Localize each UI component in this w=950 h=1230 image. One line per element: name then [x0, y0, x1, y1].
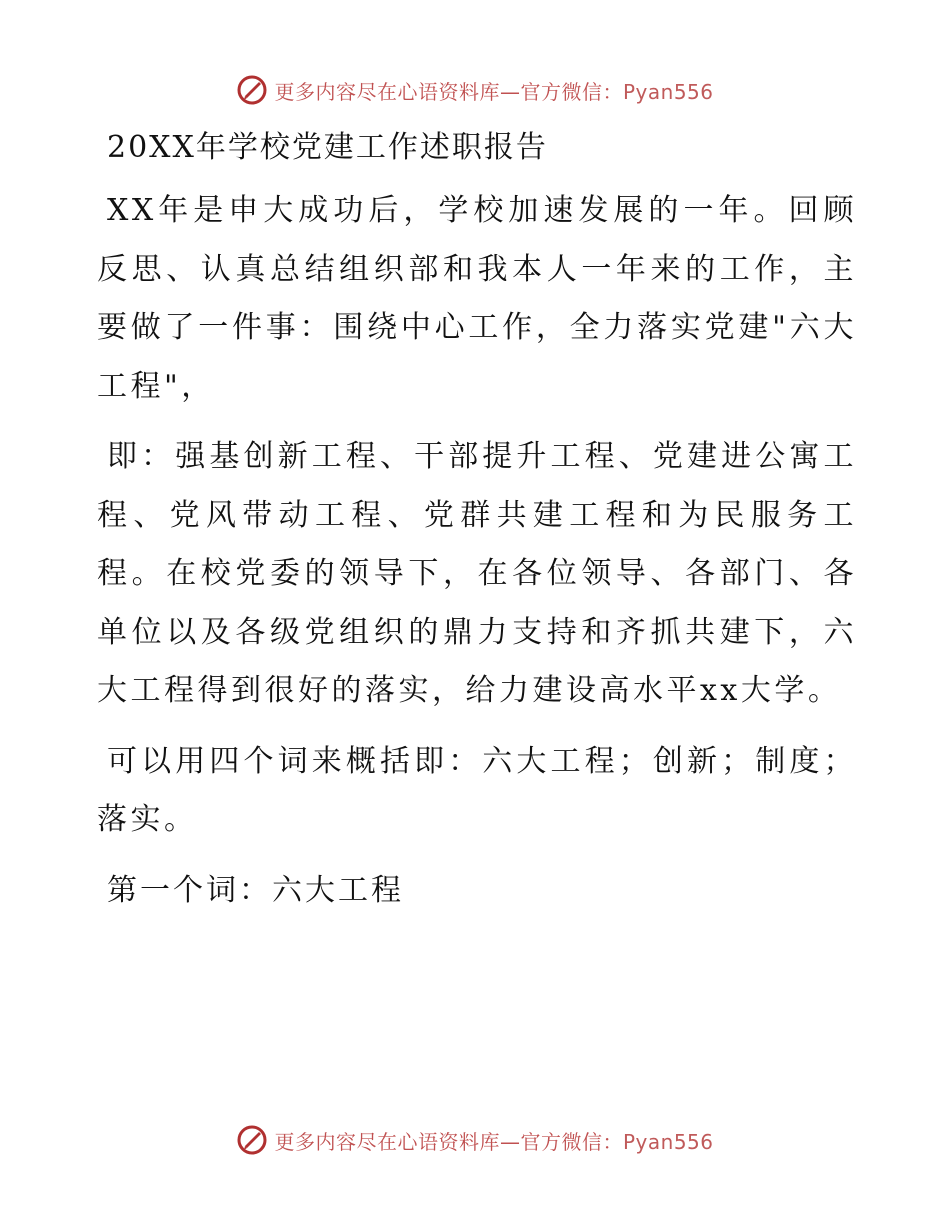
red-quill-circle-icon	[236, 74, 268, 106]
document-body	[97, 120, 857, 920]
document-title: 20XX年学校党建工作述职报告	[107, 130, 548, 165]
watermark-main-text: 更多内容尽在心语资料库—官方微信：	[274, 1129, 623, 1154]
watermark-text	[274, 1126, 713, 1155]
paragraph-3: 可以用四个词来概括即：六大工程；创新；制度；落实。	[97, 743, 857, 837]
section-subheading: 第一个词：六大工程	[107, 872, 404, 908]
paragraph-1: XX年是申大成功后，学校加速发展的一年。回顾反思、认真总结组织部和我本人一年来的工作，主要做了一件事：围绕中心工作，全力落实党建"六大工程"，	[97, 193, 857, 404]
watermark-wechat-id: Pyan556	[622, 79, 714, 104]
header-watermark	[0, 70, 950, 110]
red-quill-circle-icon	[236, 1124, 268, 1156]
footer-watermark	[0, 1120, 950, 1160]
watermark-text	[274, 76, 713, 105]
watermark-main-text: 更多内容尽在心语资料库—官方微信：	[274, 79, 623, 104]
watermark-wechat-id: Pyan556	[622, 1129, 714, 1154]
paragraph-2: 即：强基创新工程、干部提升工程、党建进公寓工程、党风带动工程、党群共建工程和为民服务工程。在校党委的领导下，在各位领导、各部门、各单位以及各级党组织的鼎力支持和齐抓共建下，六大工程得到很好的落实，给力建设高水平xx大学。	[97, 439, 857, 708]
